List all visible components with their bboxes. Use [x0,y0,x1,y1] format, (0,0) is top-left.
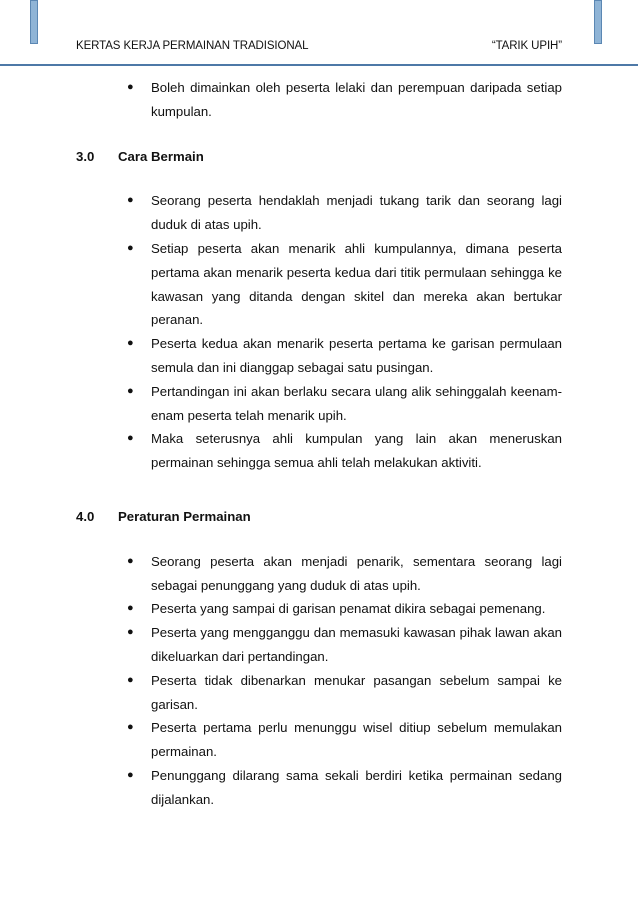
list-item [76,380,562,428]
list-item [76,189,562,237]
bullet-icon: ● [127,602,134,615]
page-border-left [30,0,38,44]
list-item-text: Seorang peserta hendaklah menjadi tukang tarik dan seorang lagi duduk di atas upih. [151,193,562,233]
bullet-icon: ● [127,768,134,781]
bullet-icon: ● [127,241,134,254]
header-rule [0,64,638,66]
list-item-text: Peserta kedua akan menarik peserta pertama ke garisan permulaan semula dan ini dianggap sebagai satu pusingan. [151,336,562,375]
list-item-text: Boleh dimainkan oleh peserta lelaki dan perempuan daripada setiap kumpulan. [151,80,562,119]
section-number: 4.0 [76,508,95,524]
list-item [76,550,562,598]
list-item [76,716,562,764]
list-item [76,597,562,621]
bullet-icon: ● [127,384,134,397]
bullet-icon: ● [127,673,134,686]
list-item [76,764,562,812]
document-body [76,72,562,812]
list-item-text: Peserta tidak dibenarkan menukar pasangan sebelum sampai ke garisan. [151,672,562,712]
page-border-right [594,0,602,44]
list-item [76,427,562,475]
list-item-text: Peserta pertama perlu menunggu wisel ditiup sebelum memulakan permainan. [151,720,562,760]
list-item-text: Pertandingan ini akan berlaku secara ulang alik sehinggalah keenam-enam peserta telah menarik upih. [151,383,562,423]
header-game-name: “TARIK UPIH” [491,40,562,52]
list-item [76,669,562,717]
intro-list [76,76,562,124]
list-item-text: Maka seterusnya ahli kumpulan yang lain akan meneruskan permainan sehingga semua ahli telah melakukan aktiviti. [151,431,562,471]
list-item-text: Peserta yang mengganggu dan memasuki kawasan pihak lawan akan dikeluarkan dari pertandingan. [151,625,562,664]
bullet-icon: ● [127,432,134,445]
header-title: KERTAS KERJA PERMAINAN TRADISIONAL [76,40,309,52]
list-item [76,621,562,669]
regulations-list [76,550,562,812]
list-item [76,237,562,332]
section-title: Peraturan Permainan [118,508,251,524]
bullet-icon: ● [127,337,134,350]
rules-list [76,189,562,475]
section-title: Cara Bermain [118,148,204,164]
bullet-icon: ● [127,626,134,639]
list-item-text: Seorang peserta akan menjadi penarik, sementara seorang lagi sebagai penunggang yang duduk di atas upih. [151,553,562,593]
list-item-text: Peserta yang sampai di garisan penamat dikira sebagai pemenang. [151,601,546,617]
list-item-text: Setiap peserta akan menarik ahli kumpulannya, dimana peserta pertama akan menarik peserta kedua dari titik permulaan sehingga ke kawasan yang ditanda dengan skitel dan mereka akan bertukar peranan. [151,240,562,328]
page-header [76,34,562,64]
section-number: 3.0 [76,148,95,164]
bullet-icon: ● [127,721,134,734]
bullet-icon: ● [127,81,134,93]
list-item [76,332,562,380]
list-item-text: Penunggang dilarang sama sekali berdiri ketika permainan sedang dijalankan. [151,767,562,807]
section-heading [76,145,562,169]
bullet-icon: ● [127,554,134,567]
bullet-icon: ● [127,194,134,207]
list-item [76,76,562,124]
section-heading [76,505,562,529]
